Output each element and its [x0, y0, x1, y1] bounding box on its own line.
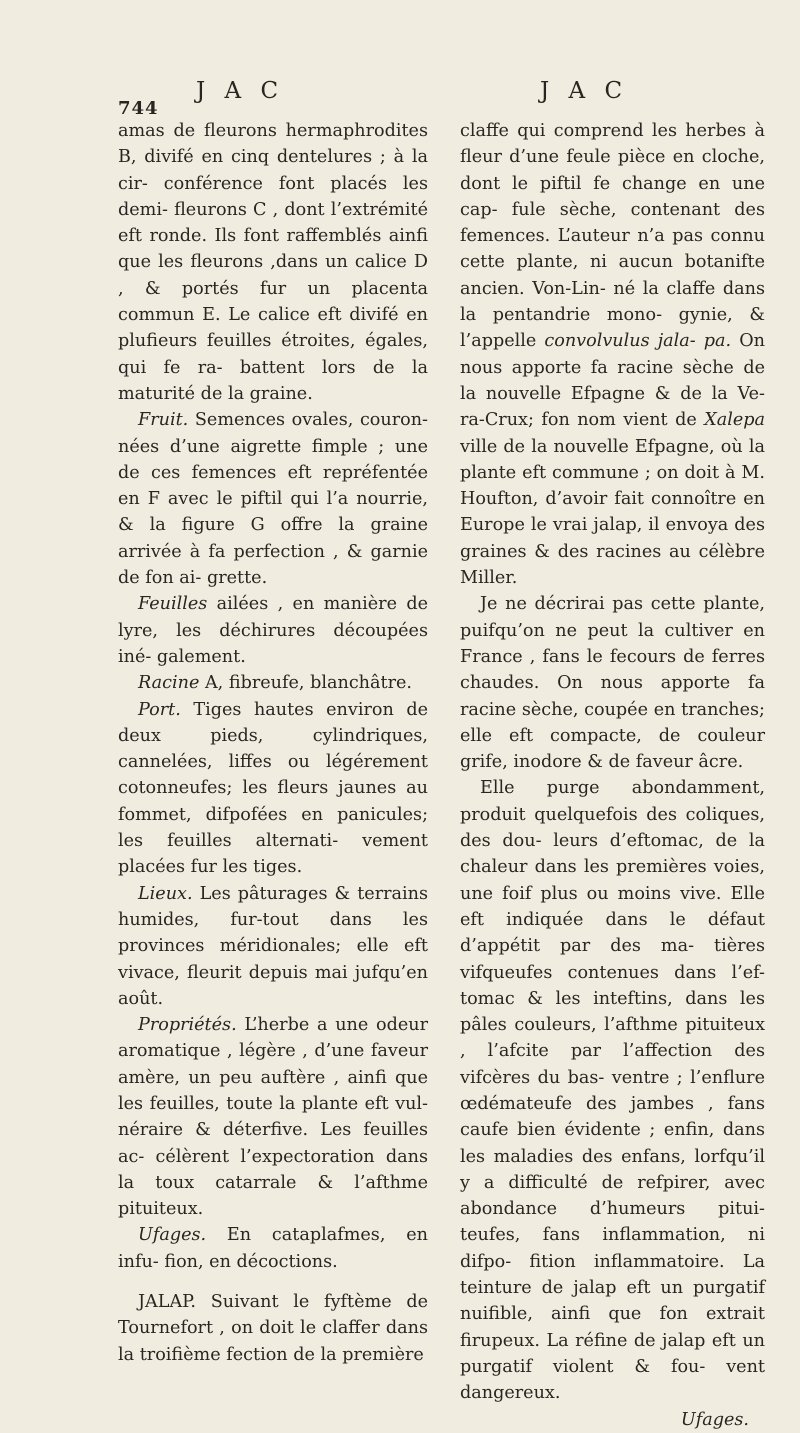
paragraph-effects: Elle purge abondamment, produit quelquefois des coliques, des dou- leurs d’eftomac, de la chaleur dans les premières voies, une foif plus ou moins vive. Elle eft indiquée dans le défaut d’appétit par des ma- tières vifqueufes contenues dans l’ef- tomac & les inteftins, dans les pâles couleurs, l’afthme pituiteux , l’afcite par l’affection des vifcères du bas- ventre ; l’enflure œdémateufe des jambes , fans caufe bien évidente ; enfin, dans les maladies des enfans, lorfqu’il y a difficulté de refpirer, avec abondance d’humeurs pitui- teufes, fans inflammation, ni difpo- fition inflammatoire. La teinture de jalap eft un purgatif nuifible, ainfi que fon extrait firupeux. La réfine de jalap eft un purgatif violent & fou- vent dangereux.	[460, 778, 765, 1404]
text-racine: A, fibreufe, blanchâtre.	[199, 673, 412, 694]
latin-name: convolvulus jala- pa.	[544, 331, 732, 352]
paragraph-jalap	[118, 1289, 428, 1368]
text-usages: En cataplafmes, en infu- fion, en décoctions.	[118, 1225, 428, 1272]
label-port: Port.	[138, 699, 181, 720]
text-feuilles: ailées , en manière de lyre, les déchirures découpées iné- galement.	[118, 594, 428, 667]
paragraph-usages	[118, 1222, 428, 1275]
entry-head-jalap: JALAP.	[138, 1292, 197, 1313]
text-classification-c: ville de la nouvelle Efpagne, où la plante eft commune ; on doit à M. Houfton, d’avoir fait connoître en Europe le vrai jalap, il envoya des graines & des racines au célèbre Miller.	[460, 436, 765, 589]
text-fruit: Semences ovales, couron- nées d’une aigrette fimple ; une de ces femences eft repréfentée en F avec le piftil qui l’a nourrie, & la figure G offre la graine arrivée à fa perfection , & garnie de fon ai- grette.	[118, 410, 428, 589]
paragraph-description: Je ne décrirai pas cette plante, puifqu’on ne peut la cultiver en France , fans le fecours de ferres chaudes. On nous apporte fa racine sèche, coupée en tranches; elle eft compacte, de couleur grife, inodore & de faveur âcre.	[460, 594, 765, 773]
paragraph-classification	[460, 118, 765, 591]
paragraph-lieux	[118, 881, 428, 1012]
label-lieux: Lieux.	[138, 883, 193, 904]
paragraph-proprietes	[118, 1012, 428, 1222]
left-column	[118, 118, 428, 1368]
paragraph-flowers: amas de fleurons hermaphrodites B, divifé en cinq dentelures ; à la cir- conférence font placés les demi- fleurons C , dont l’extrémité eft ronde. Ils font raffemblés ainfi que les fleurons ,dans un calice D , & portés fur un placenta commun E. Le calice eft divifé en plufieurs feuilles étroites, égales, qui fe ra- battent lors de la maturité de la graine.	[118, 121, 428, 404]
paragraph-racine	[118, 670, 428, 696]
place-name: Xalepa	[704, 410, 765, 431]
label-proprietes: Propriétés.	[138, 1015, 237, 1036]
text-jalap: Suivant le fyftème de Tournefort , on doit le claffer dans la troifième fection de la première	[118, 1292, 428, 1365]
right-column	[460, 118, 765, 1433]
text-classification-b: On nous apporte fa racine sèche de la nouvelle Efpagne & de la Ve- ra-Crux; fon nom vient de	[460, 331, 765, 431]
text-classification-a: claffe qui comprend les herbes à fleur d’une feule pièce en cloche, dont le piftil fe change en une cap- fule sèche, contenant des femences. L’auteur n’a pas connu cette plante, ni aucun botanifte ancien. Von-Lin- né la claffe dans la pentandrie mono- gynie, & l’appelle	[460, 121, 765, 352]
page-number: 744	[118, 98, 159, 119]
catchword	[460, 1407, 765, 1433]
label-racine: Racine	[138, 673, 200, 694]
text-port: Tiges hautes environ de deux pieds, cylindriques, cannelées, liffes ou légérement cotonneufes; les fleurs jaunes au fommet, difpofées en panicules; les feuilles alternati- vement placées fur les tiges.	[118, 699, 428, 878]
spacer	[118, 1275, 428, 1289]
paragraph-feuilles	[118, 591, 428, 670]
label-fruit: Fruit.	[138, 410, 189, 431]
running-head-left: J A C	[196, 78, 285, 104]
label-usages: Ufages.	[138, 1225, 207, 1246]
paragraph-port	[118, 697, 428, 881]
paragraph-fruit	[118, 407, 428, 591]
label-feuilles: Feuilles	[138, 594, 208, 615]
text-proprietes: L’herbe a une odeur aromatique , légère , d’une faveur amère, un peu auftère , ainfi que les feuilles, toute la plante eft vul- néraire & déterfive. Les feuilles ac- célèrent l’expectoration dans la toux catarrale & l’afthme pituiteux.	[118, 1015, 428, 1220]
catchword-text: Ufages.	[680, 1409, 749, 1430]
text-lieux: Les pâturages & terrains humides, fur-tout dans les provinces méridionales; elle eft vivace, fleurit depuis mai jufqu’en août.	[118, 883, 428, 1009]
running-head-right: J A C	[540, 78, 629, 104]
